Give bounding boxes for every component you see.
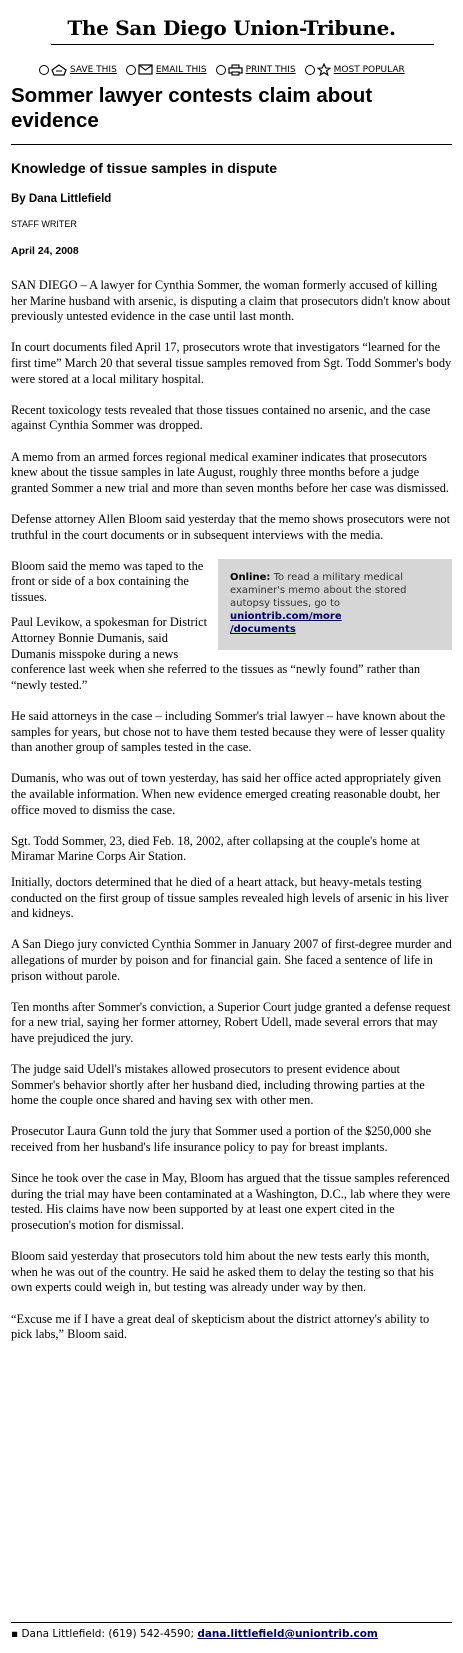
staff-writer-label: STAFF WRITER — [11, 219, 77, 229]
paragraph: Bloom said the memo was taped to the front or side of a box containing the tissues. — [11, 558, 204, 604]
email-icon — [138, 64, 153, 75]
print-this-tool[interactable] — [216, 64, 296, 76]
save-this-link[interactable]: SAVE THIS — [70, 64, 117, 75]
footer-divider — [11, 1622, 452, 1623]
print-icon — [228, 64, 243, 76]
bullet-icon: ▪ — [11, 1628, 19, 1640]
masthead — [11, 0, 452, 40]
masthead-logo: The San Diego Union-Tribune. — [67, 16, 396, 40]
paragraph: Defense attorney Allen Bloom said yesterday that the memo shows prosecutors were not truthful in the court documents or in subsequent interviews with the media. — [11, 511, 451, 542]
publish-date: April 24, 2008 — [11, 245, 79, 257]
paragraph: Bloom said yesterday that prosecutors told him about the new tests early this month, when he was out of the country. He said he asked them to delay the testing so that his own experts could weigh in, but testing was already under way by then. — [11, 1249, 434, 1295]
article-body — [11, 278, 452, 1358]
sidebar-label: Online: — [230, 571, 271, 583]
most-popular-link[interactable]: MOST POPULAR — [333, 64, 405, 75]
contact-footer — [11, 1628, 378, 1640]
paragraph: Ten months after Sommer's conviction, a Superior Court judge granted a defense request for a new trial, saying her former attorney, Robert Udell, made several errors that may have prejudiced the jury. — [11, 999, 451, 1045]
masthead-divider — [51, 44, 434, 45]
page — [11, 0, 452, 1640]
documents-link-continued[interactable]: /documents — [230, 623, 296, 635]
documents-link[interactable]: uniontrib.com/more — [230, 610, 342, 622]
byline: By Dana Littlefield — [11, 193, 112, 205]
print-this-link[interactable]: PRINT THIS — [245, 64, 296, 75]
paragraph: He said attorneys in the case – including Sommer's trial lawyer – have known about the samples for years, but chose not to have them tested because they were of lesser quality than another group of samples tested in the case. — [11, 709, 446, 755]
sidebar-text: To read a military medical examiner's memo about the stored autopsy tissues, go to — [230, 571, 407, 609]
circle-icon — [216, 65, 226, 75]
paragraph: Dumanis, who was out of town yesterday, has said her office acted appropriately given the available information. When new evidence emerged creating reasonable doubt, her office moved to dismiss the case. — [11, 771, 442, 817]
paragraph: A memo from an armed forces regional medical examiner indicates that prosecutors knew about the tissue samples in late August, roughly three months before a judge granted Sommer a new trial and more than seven months before her case was dismissed. — [11, 449, 450, 495]
most-popular-tool[interactable] — [305, 63, 405, 76]
article-toolbar — [39, 63, 414, 76]
circle-icon — [305, 65, 315, 75]
paragraph: Paul Levikow, a spokesman for District Attorney Bonnie Dumanis, said Dumanis misspoke during a news conference last week when she referred to the tissues as “newly found” rather than “newly tested.” — [11, 615, 421, 692]
circle-icon — [126, 65, 136, 75]
paragraph: Recent toxicology tests revealed that those tissues contained no arsenic, and the case against Cynthia Sommer was dropped. — [11, 402, 431, 433]
save-icon — [51, 64, 67, 76]
headline-divider — [11, 144, 452, 145]
subhead: Knowledge of tissue samples in dispute — [11, 160, 278, 176]
author-email-link[interactable]: dana.littlefield@uniontrib.com — [197, 1628, 378, 1640]
headline: Sommer lawyer contests claim about evidence — [11, 84, 373, 132]
circle-icon — [39, 65, 49, 75]
paragraph: “Excuse me if I have a great deal of skepticism about the district attorney's ability to pick labs,” Bloom said. — [11, 1311, 430, 1342]
star-icon — [317, 63, 331, 76]
paragraph: Since he took over the case in May, Bloom has argued that the tissue samples referenced during the trial may have been contaminated at a Washington, D.C., lab where they were tested. His claims have now been supported by at least one expert cited in the prosecution's motion for dismissal. — [11, 1171, 451, 1233]
save-this-tool[interactable] — [39, 64, 117, 76]
online-sidebar-box — [218, 559, 452, 650]
paragraph: SAN DIEGO – A lawyer for Cynthia Sommer, the woman formerly accused of killing her Marine husband with arsenic, is disputing a claim that prosecutors didn't know about previously untested evidence in the case until last month. — [11, 278, 451, 324]
paragraph: Initially, doctors determined that he died of a heart attack, but heavy-metals testing conducted on the first group of tissue samples revealed high levels of arsenic in his liver and kidneys. — [11, 874, 449, 921]
paragraph: In court documents filed April 17, prosecutors wrote that investigators “learned for the first time” March 20 that several tissue samples removed from Sgt. Todd Sommer's body were stored at a local military hospital. — [11, 340, 452, 386]
email-this-tool[interactable] — [126, 64, 207, 75]
paragraph: Sgt. Todd Sommer, 23, died Feb. 18, 2002, after collapsing at the couple's home at Miramar Marine Corps Air Station. — [11, 833, 420, 864]
paragraph: Prosecutor Laura Gunn told the jury that Sommer used a portion of the $250,000 she received from her husband's life insurance policy to pay for breast implants. — [11, 1124, 432, 1155]
paragraph: A San Diego jury convicted Cynthia Sommer in January 2007 of first-degree murder and allegations of murder by poison and for financial gain. She faced a sentence of life in prison without parole. — [11, 937, 452, 983]
email-this-link[interactable]: EMAIL THIS — [155, 64, 207, 75]
contact-text: Dana Littlefield: (619) 542-4590; — [18, 1628, 198, 1640]
paragraph: The judge said Udell's mistakes allowed prosecutors to present evidence about Sommer's behavior shortly after her husband died, including throwing parties at the home the couple once shared and having sex with other men. — [11, 1062, 425, 1108]
